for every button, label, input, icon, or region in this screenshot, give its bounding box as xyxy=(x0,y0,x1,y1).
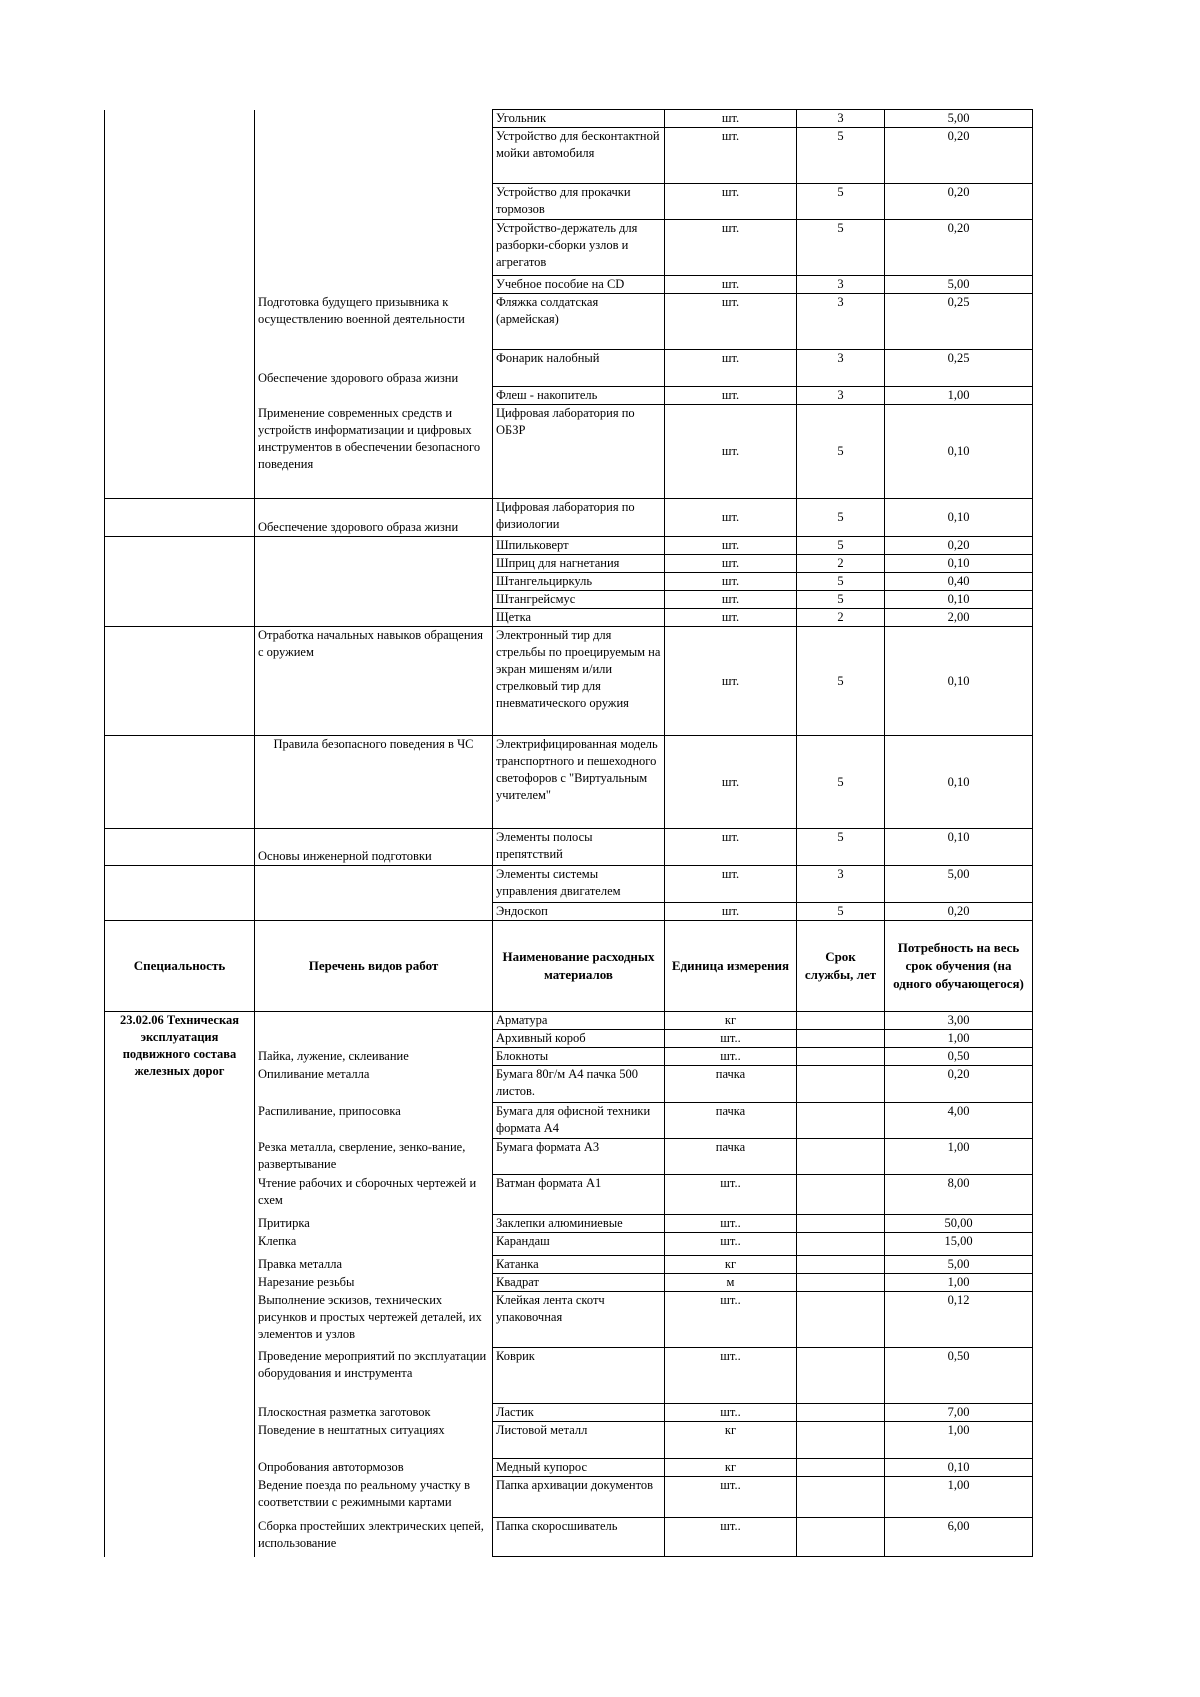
unit-cell: кг xyxy=(665,1422,797,1459)
life-cell: 5 xyxy=(797,220,885,276)
material-cell: Ватман формата А1 xyxy=(493,1175,665,1215)
table-row xyxy=(105,294,1033,350)
work-cell: Поведение в нештатных ситуациях xyxy=(255,1422,493,1459)
life-cell: 5 xyxy=(797,405,885,499)
unit-cell: шт. xyxy=(665,499,797,537)
need-cell: 0,10 xyxy=(885,405,1033,499)
work-cell: Распиливание, припосовка xyxy=(255,1103,493,1139)
material-cell: Штангельциркуль xyxy=(493,573,665,591)
table-row xyxy=(105,387,1033,405)
specialty-cell: 23.02.06 Техническая эксплуатация подвижного состава железных дорог xyxy=(105,1012,255,1557)
work-cell: Основы инженерной подготовки xyxy=(255,829,493,866)
work-cell: Правка металла xyxy=(255,1256,493,1274)
table-row xyxy=(105,110,1033,128)
material-cell: Цифровая лаборатория по физиологии xyxy=(493,499,665,537)
material-cell: Эндоскоп xyxy=(493,903,665,921)
work-cell: Применение современных средств и устройств информатизации и цифровых инструментов в обеспечении безопасного поведения xyxy=(255,405,493,499)
unit-cell: шт. xyxy=(665,387,797,405)
life-cell: 5 xyxy=(797,903,885,921)
need-cell: 0,10 xyxy=(885,829,1033,866)
need-cell: 0,20 xyxy=(885,537,1033,555)
material-cell: Электрифицированная модель транспортного и пешеходного светофоров с "Виртуальным учителем" xyxy=(493,736,665,829)
unit-cell: шт.. xyxy=(665,1477,797,1518)
table-row xyxy=(105,276,1033,294)
need-cell: 0,40 xyxy=(885,573,1033,591)
material-cell: Бумага формата А3 xyxy=(493,1139,665,1175)
material-cell: Катанка xyxy=(493,1256,665,1274)
unit-cell: шт. xyxy=(665,110,797,128)
life-cell: 5 xyxy=(797,184,885,220)
table-row xyxy=(105,609,1033,627)
material-cell: Шпильковерт xyxy=(493,537,665,555)
material-cell: Бумага для офисной техники формата А4 xyxy=(493,1103,665,1139)
work-cell: Нарезание резьбы xyxy=(255,1274,493,1292)
table-row xyxy=(105,903,1033,921)
need-cell: 15,00 xyxy=(885,1233,1033,1256)
life-cell: 5 xyxy=(797,537,885,555)
need-cell: 0,12 xyxy=(885,1292,1033,1348)
unit-cell: шт. xyxy=(665,350,797,387)
table-row xyxy=(105,350,1033,387)
header-life: Срок службы, лет xyxy=(797,921,885,1012)
table-row xyxy=(105,573,1033,591)
material-cell: Щетка xyxy=(493,609,665,627)
unit-cell: шт. xyxy=(665,128,797,184)
unit-cell: кг xyxy=(665,1459,797,1477)
material-cell: Угольник xyxy=(493,110,665,128)
life-cell: 5 xyxy=(797,736,885,829)
life-cell: 5 xyxy=(797,627,885,736)
unit-cell: шт.. xyxy=(665,1348,797,1404)
table-row xyxy=(105,627,1033,736)
need-cell: 1,00 xyxy=(885,1139,1033,1175)
material-cell: Шприц для нагнетания xyxy=(493,555,665,573)
life-cell: 3 xyxy=(797,276,885,294)
work-cell: Притирка xyxy=(255,1215,493,1233)
need-cell: 0,10 xyxy=(885,499,1033,537)
life-cell: 3 xyxy=(797,387,885,405)
unit-cell: шт. xyxy=(665,903,797,921)
need-cell: 0,25 xyxy=(885,294,1033,350)
life-cell: 5 xyxy=(797,128,885,184)
unit-cell: м xyxy=(665,1274,797,1292)
work-cell: Пайка, лужение, склеивание xyxy=(255,1048,493,1066)
life-cell: 2 xyxy=(797,609,885,627)
need-cell: 5,00 xyxy=(885,866,1033,903)
material-cell: Флеш - накопитель xyxy=(493,387,665,405)
need-cell: 0,50 xyxy=(885,1348,1033,1404)
unit-cell: шт.. xyxy=(665,1030,797,1048)
material-cell: Карандаш xyxy=(493,1233,665,1256)
unit-cell: шт.. xyxy=(665,1048,797,1066)
need-cell: 0,10 xyxy=(885,591,1033,609)
unit-cell: шт. xyxy=(665,220,797,276)
unit-cell: шт. xyxy=(665,829,797,866)
need-cell: 1,00 xyxy=(885,1274,1033,1292)
unit-cell: шт.. xyxy=(665,1175,797,1215)
material-cell: Блокноты xyxy=(493,1048,665,1066)
need-cell: 1,00 xyxy=(885,387,1033,405)
unit-cell: пачка xyxy=(665,1139,797,1175)
life-cell: 3 xyxy=(797,110,885,128)
need-cell: 0,10 xyxy=(885,555,1033,573)
material-cell: Элементы системы управления двигателем xyxy=(493,866,665,903)
unit-cell: шт. xyxy=(665,184,797,220)
life-cell: 5 xyxy=(797,829,885,866)
header-row xyxy=(105,921,1033,1012)
need-cell: 8,00 xyxy=(885,1175,1033,1215)
unit-cell: шт. xyxy=(665,276,797,294)
need-cell: 2,00 xyxy=(885,609,1033,627)
material-cell: Устройство для бесконтактной мойки автомобиля xyxy=(493,128,665,184)
material-cell: Элементы полосы препятствий xyxy=(493,829,665,866)
material-cell: Арматура xyxy=(493,1012,665,1030)
need-cell: 0,10 xyxy=(885,627,1033,736)
table-row xyxy=(105,555,1033,573)
need-cell: 6,00 xyxy=(885,1518,1033,1557)
work-cell: Чтение рабочих и сборочных чертежей и схем xyxy=(255,1175,493,1215)
need-cell: 1,00 xyxy=(885,1030,1033,1048)
unit-cell: кг xyxy=(665,1256,797,1274)
need-cell: 0,20 xyxy=(885,128,1033,184)
unit-cell: шт. xyxy=(665,866,797,903)
life-cell: 3 xyxy=(797,350,885,387)
material-cell: Устройство-держатель для разборки-сборки узлов и агрегатов xyxy=(493,220,665,276)
material-cell: Бумага 80г/м А4 пачка 500 листов. xyxy=(493,1066,665,1103)
unit-cell: шт. xyxy=(665,627,797,736)
header-specialty: Специальность xyxy=(105,921,255,1012)
life-cell: 3 xyxy=(797,294,885,350)
unit-cell: шт. xyxy=(665,609,797,627)
unit-cell: шт.. xyxy=(665,1518,797,1557)
need-cell: 7,00 xyxy=(885,1404,1033,1422)
material-cell: Листовой металл xyxy=(493,1422,665,1459)
need-cell: 0,10 xyxy=(885,736,1033,829)
work-cell: Резка металла, сверление, зенко-вание, развертывание xyxy=(255,1139,493,1175)
work-cell: Отработка начальных навыков обращения с оружием xyxy=(255,627,493,736)
need-cell: 50,00 xyxy=(885,1215,1033,1233)
unit-cell: шт. xyxy=(665,736,797,829)
material-cell: Квадрат xyxy=(493,1274,665,1292)
table-row xyxy=(105,591,1033,609)
life-cell: 5 xyxy=(797,591,885,609)
unit-cell: пачка xyxy=(665,1103,797,1139)
work-cell: Обеспечение здорового образа жизни xyxy=(255,499,493,537)
material-cell: Фляжка солдатская (армейская) xyxy=(493,294,665,350)
table-row xyxy=(105,829,1033,866)
material-cell: Папка скоросшиватель xyxy=(493,1518,665,1557)
need-cell: 0,25 xyxy=(885,350,1033,387)
table-row xyxy=(105,537,1033,555)
life-cell: 3 xyxy=(797,866,885,903)
unit-cell: шт.. xyxy=(665,1215,797,1233)
work-cell: Обеспечение здорового образа жизни xyxy=(255,350,493,387)
life-cell: 5 xyxy=(797,573,885,591)
material-cell: Архивный короб xyxy=(493,1030,665,1048)
need-cell: 0,20 xyxy=(885,903,1033,921)
unit-cell: шт. xyxy=(665,294,797,350)
unit-cell: шт.. xyxy=(665,1292,797,1348)
need-cell: 0,20 xyxy=(885,220,1033,276)
material-cell: Клейкая лента скотч упаковочная xyxy=(493,1292,665,1348)
need-cell: 4,00 xyxy=(885,1103,1033,1139)
header-unit: Единица измерения xyxy=(665,921,797,1012)
material-cell: Заклепки алюминиевые xyxy=(493,1215,665,1233)
material-cell: Ластик xyxy=(493,1404,665,1422)
material-cell: Устройство для прокачки тормозов xyxy=(493,184,665,220)
table-row xyxy=(105,405,1033,499)
table-row xyxy=(105,128,1033,184)
need-cell: 1,00 xyxy=(885,1477,1033,1518)
material-cell: Электронный тир для стрельбы по проецируемым на экран мишеням и/или стрелковый тир для пневматического оружия xyxy=(493,627,665,736)
work-cell: Подготовка будущего призывника к осуществлению военной деятельности xyxy=(255,294,493,350)
need-cell: 5,00 xyxy=(885,110,1033,128)
need-cell: 0,20 xyxy=(885,1066,1033,1103)
unit-cell: шт. xyxy=(665,591,797,609)
header-works: Перечень видов работ xyxy=(255,921,493,1012)
work-cell: Правила безопасного поведения в ЧС xyxy=(255,736,493,829)
work-cell: Проведение мероприятий по эксплуатации оборудования и инструмента xyxy=(255,1348,493,1404)
table-row xyxy=(105,184,1033,220)
work-cell: Опробования автотормозов xyxy=(255,1459,493,1477)
work-cell: Сборка простейших электрических цепей, использование xyxy=(255,1518,493,1557)
work-cell: Ведение поезда по реальному участку в соответствии с режимными картами xyxy=(255,1477,493,1518)
need-cell: 0,10 xyxy=(885,1459,1033,1477)
material-cell: Коврик xyxy=(493,1348,665,1404)
need-cell: 1,00 xyxy=(885,1422,1033,1459)
life-cell: 5 xyxy=(797,499,885,537)
need-cell: 5,00 xyxy=(885,276,1033,294)
material-cell: Папка архивации документов xyxy=(493,1477,665,1518)
materials-table xyxy=(104,109,1033,1557)
material-cell: Цифровая лаборатория по ОБЗР xyxy=(493,405,665,499)
material-cell: Фонарик налобный xyxy=(493,350,665,387)
unit-cell: шт. xyxy=(665,573,797,591)
need-cell: 5,00 xyxy=(885,1256,1033,1274)
unit-cell: шт.. xyxy=(665,1233,797,1256)
work-cell: Клепка xyxy=(255,1233,493,1256)
material-cell: Учебное пособие на CD xyxy=(493,276,665,294)
need-cell: 0,20 xyxy=(885,184,1033,220)
unit-cell: шт. xyxy=(665,405,797,499)
table-row xyxy=(105,736,1033,829)
table-row xyxy=(105,220,1033,276)
material-cell: Медный купорос xyxy=(493,1459,665,1477)
work-cell: Выполнение эскизов, технических рисунков и простых чертежей деталей, их элементов и узлов xyxy=(255,1292,493,1348)
header-need: Потребность на весь срок обучения (на одного обучающегося) xyxy=(885,921,1033,1012)
work-cell: Плоскостная разметка заготовок xyxy=(255,1404,493,1422)
unit-cell: кг xyxy=(665,1012,797,1030)
unit-cell: шт. xyxy=(665,555,797,573)
unit-cell: шт.. xyxy=(665,1404,797,1422)
work-cell: Опиливание металла xyxy=(255,1066,493,1103)
table-row xyxy=(105,866,1033,903)
table-row xyxy=(105,1012,1033,1030)
life-cell: 2 xyxy=(797,555,885,573)
unit-cell: шт. xyxy=(665,537,797,555)
need-cell: 0,50 xyxy=(885,1048,1033,1066)
need-cell: 3,00 xyxy=(885,1012,1033,1030)
unit-cell: пачка xyxy=(665,1066,797,1103)
table-row xyxy=(105,499,1033,537)
material-cell: Штангрейсмус xyxy=(493,591,665,609)
header-material: Наименование расходных материалов xyxy=(493,921,665,1012)
